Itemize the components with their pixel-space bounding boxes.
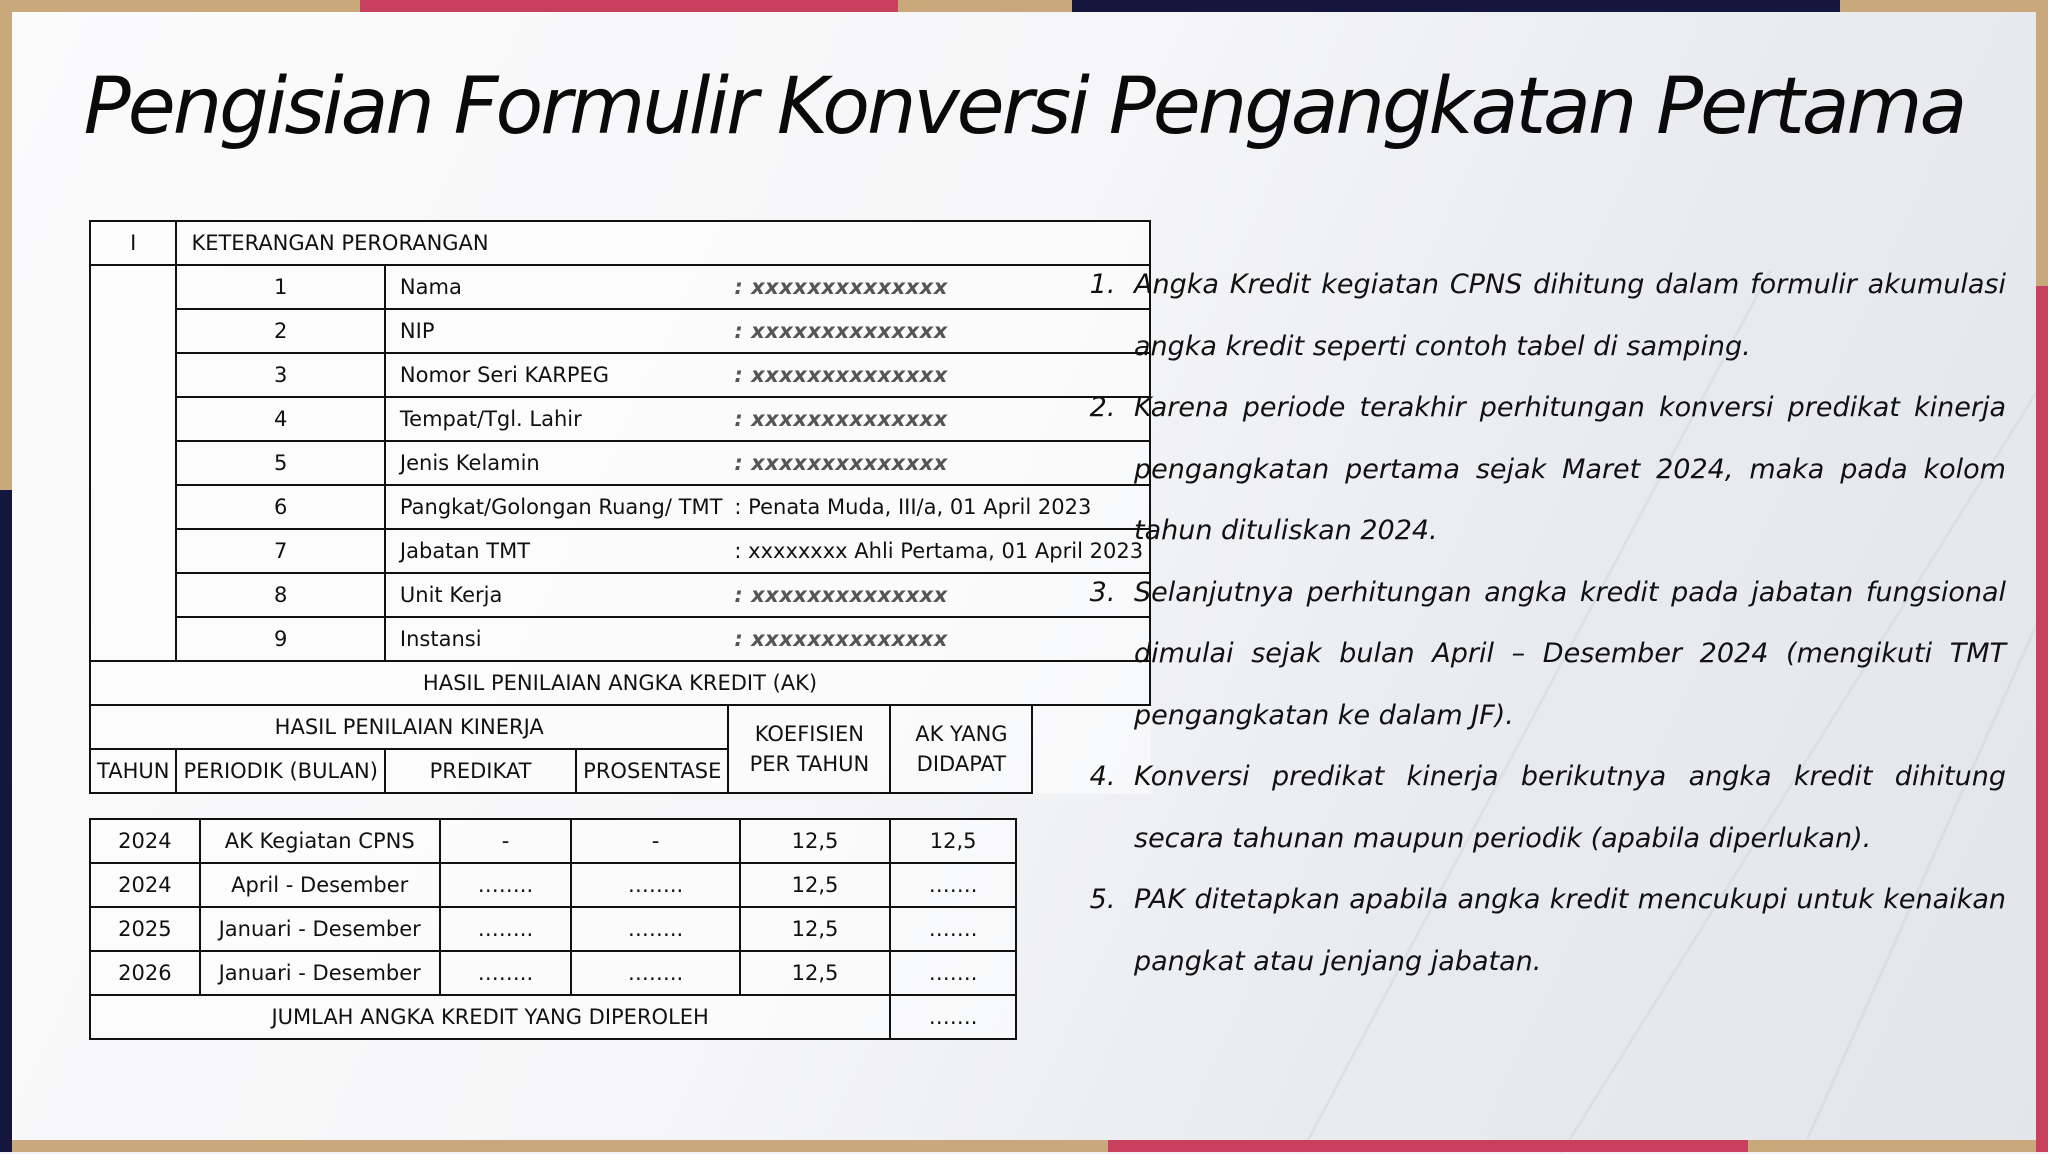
- masked-value: : xxxxxxxxxxxxxx: [734, 363, 948, 387]
- masked-value: : xxxxxxxxxxxxxx: [734, 583, 948, 607]
- row-number: 1: [176, 265, 384, 309]
- koefisien-header-line2: PER TAHUN: [749, 752, 870, 776]
- cell-tahun: 2026: [90, 951, 200, 995]
- total-row: [90, 995, 1016, 1039]
- row-number: 5: [176, 441, 384, 485]
- row-number: 9: [176, 617, 384, 661]
- cell-predikat: ……..: [440, 951, 572, 995]
- cell-koefisien: 12,5: [740, 951, 891, 995]
- ak-header: HASIL PENILAIAN ANGKA KREDIT (AK): [90, 661, 1150, 705]
- cell-koefisien: 12,5: [740, 819, 891, 863]
- col-periodik: PERIODIK (BULAN): [176, 749, 384, 793]
- col-prosentase: PROSENTASE: [576, 749, 728, 793]
- total-value: …….: [890, 995, 1016, 1039]
- row-number: 8: [176, 573, 384, 617]
- bottom-crimson-bar: [1108, 1140, 1748, 1152]
- field-label: Tempat/Tgl. Lahir: [385, 397, 729, 441]
- ak-header-row: [90, 661, 1150, 705]
- section-header-row: [90, 221, 1150, 265]
- cell-predikat: ……..: [440, 907, 572, 951]
- section-title: KETERANGAN PERORANGAN: [176, 221, 1150, 265]
- cell-periodik: Januari - Desember: [200, 907, 440, 951]
- cell-prosentase: ……..: [571, 907, 739, 951]
- row-number: 7: [176, 529, 384, 573]
- cell-periodik: Januari - Desember: [200, 951, 440, 995]
- note-item: 1. Angka Kredit kegiatan CPNS dihitung dalam formulir akumulasi angka kredit seperti contoh tabel di samping.: [1124, 254, 2006, 377]
- masked-value: : xxxxxxxxxxxxxx: [734, 627, 948, 651]
- cell-ak: …….: [890, 951, 1016, 995]
- row-number: 3: [176, 353, 384, 397]
- cell-tahun: 2024: [90, 819, 200, 863]
- cell-ak: …….: [890, 907, 1016, 951]
- cell-tahun: 2025: [90, 907, 200, 951]
- top-gold-bar: [898, 0, 1072, 12]
- cell-prosentase: ……..: [571, 863, 739, 907]
- masked-value: : xxxxxxxxxxxxxx: [734, 407, 948, 431]
- ak-didapat-header-line2: DIDAPAT: [916, 752, 1007, 776]
- masked-value: : xxxxxxxxxxxxxx: [734, 451, 948, 475]
- ak-result-table: [89, 818, 1017, 1040]
- section-number: I: [90, 221, 176, 265]
- notes-list: [1078, 254, 2006, 992]
- row-number: 2: [176, 309, 384, 353]
- cell-prosentase: ……..: [571, 951, 739, 995]
- ak-didapat-header-line1: AK YANG: [915, 722, 1008, 746]
- cell-ak: 12,5: [890, 819, 1016, 863]
- personal-row: [90, 573, 1150, 617]
- top-gold-bar: [1840, 0, 2048, 12]
- right-crimson-bar: [2036, 286, 2048, 1152]
- col-predikat: PREDIKAT: [385, 749, 576, 793]
- koefisien-header: [728, 705, 890, 793]
- field-label: NIP: [385, 309, 729, 353]
- top-crimson-bar: [360, 0, 898, 12]
- ak-data-row: [90, 819, 1016, 863]
- field-label: Nomor Seri KARPEG: [385, 353, 729, 397]
- field-label: Instansi: [385, 617, 729, 661]
- note-item: 5. PAK ditetapkan apabila angka kredit mencukupi untuk kenaikan pangkat atau jenjang jabatan.: [1124, 869, 2006, 992]
- top-gold-bar: [0, 0, 360, 12]
- personal-row: [90, 397, 1150, 441]
- personal-row: [90, 617, 1150, 661]
- ak-data-row: [90, 863, 1016, 907]
- cell-periodik: AK Kegiatan CPNS: [200, 819, 440, 863]
- left-navy-bar: [0, 490, 12, 1152]
- note-item: 2. Karena periode terakhir perhitungan konversi predikat kinerja pengangkatan pertama sejak Maret 2024, maka pada kolom tahun dituliskan 2024.: [1124, 377, 2006, 562]
- field-value: : xxxxxxxx Ahli Pertama, 01 April 2023: [728, 529, 1150, 573]
- ak-data-row: [90, 907, 1016, 951]
- field-value: : Penata Muda, III/a, 01 April 2023: [728, 485, 1150, 529]
- field-label: Unit Kerja: [385, 573, 729, 617]
- row-number: 4: [176, 397, 384, 441]
- note-item: 3. Selanjutnya perhitungan angka kredit pada jabatan fungsional dimulai sejak bulan April – Desember 2024 (mengikuti TMT pengangkatan ke dalam JF).: [1124, 562, 2006, 747]
- field-label: Pangkat/Golongan Ruang/ TMT: [385, 485, 729, 529]
- indent-cell: [90, 265, 176, 661]
- cell-predikat: -: [440, 819, 572, 863]
- personal-row: [90, 441, 1150, 485]
- personal-row: [90, 265, 1150, 309]
- personal-row: [90, 485, 1150, 529]
- masked-value: : xxxxxxxxxxxxxx: [734, 319, 948, 343]
- cell-periodik: April - Desember: [200, 863, 440, 907]
- personal-row: [90, 309, 1150, 353]
- kinerja-header: HASIL PENILAIAN KINERJA: [90, 705, 728, 749]
- cell-tahun: 2024: [90, 863, 200, 907]
- field-label: Jabatan TMT: [385, 529, 729, 573]
- cell-ak: …….: [890, 863, 1016, 907]
- cell-predikat: ……..: [440, 863, 572, 907]
- koefisien-header-line1: KOEFISIEN: [754, 722, 864, 746]
- personal-row: [90, 529, 1150, 573]
- bottom-gold-bar: [0, 1140, 1108, 1152]
- ak-didapat-header: [890, 705, 1032, 793]
- col-tahun: TAHUN: [90, 749, 176, 793]
- row-number: 6: [176, 485, 384, 529]
- konversi-form-table: [89, 220, 1151, 794]
- total-label: JUMLAH ANGKA KREDIT YANG DIPEROLEH: [90, 995, 890, 1039]
- field-label: Nama: [385, 265, 729, 309]
- cell-koefisien: 12,5: [740, 863, 891, 907]
- slide-title: Pengisian Formulir Konversi Pengangkatan Pertama: [83, 62, 1965, 152]
- cell-prosentase: -: [571, 819, 739, 863]
- top-navy-bar: [1072, 0, 1840, 12]
- personal-row: [90, 353, 1150, 397]
- masked-value: : xxxxxxxxxxxxxx: [734, 275, 948, 299]
- ak-data-row: [90, 951, 1016, 995]
- note-item: 4. Konversi predikat kinerja berikutnya angka kredit dihitung secara tahunan maupun periodik (apabila diperlukan).: [1124, 746, 2006, 869]
- bottom-gold-bar: [1748, 1140, 2048, 1152]
- cell-koefisien: 12,5: [740, 907, 891, 951]
- field-label: Jenis Kelamin: [385, 441, 729, 485]
- kinerja-header-row: [90, 705, 1150, 749]
